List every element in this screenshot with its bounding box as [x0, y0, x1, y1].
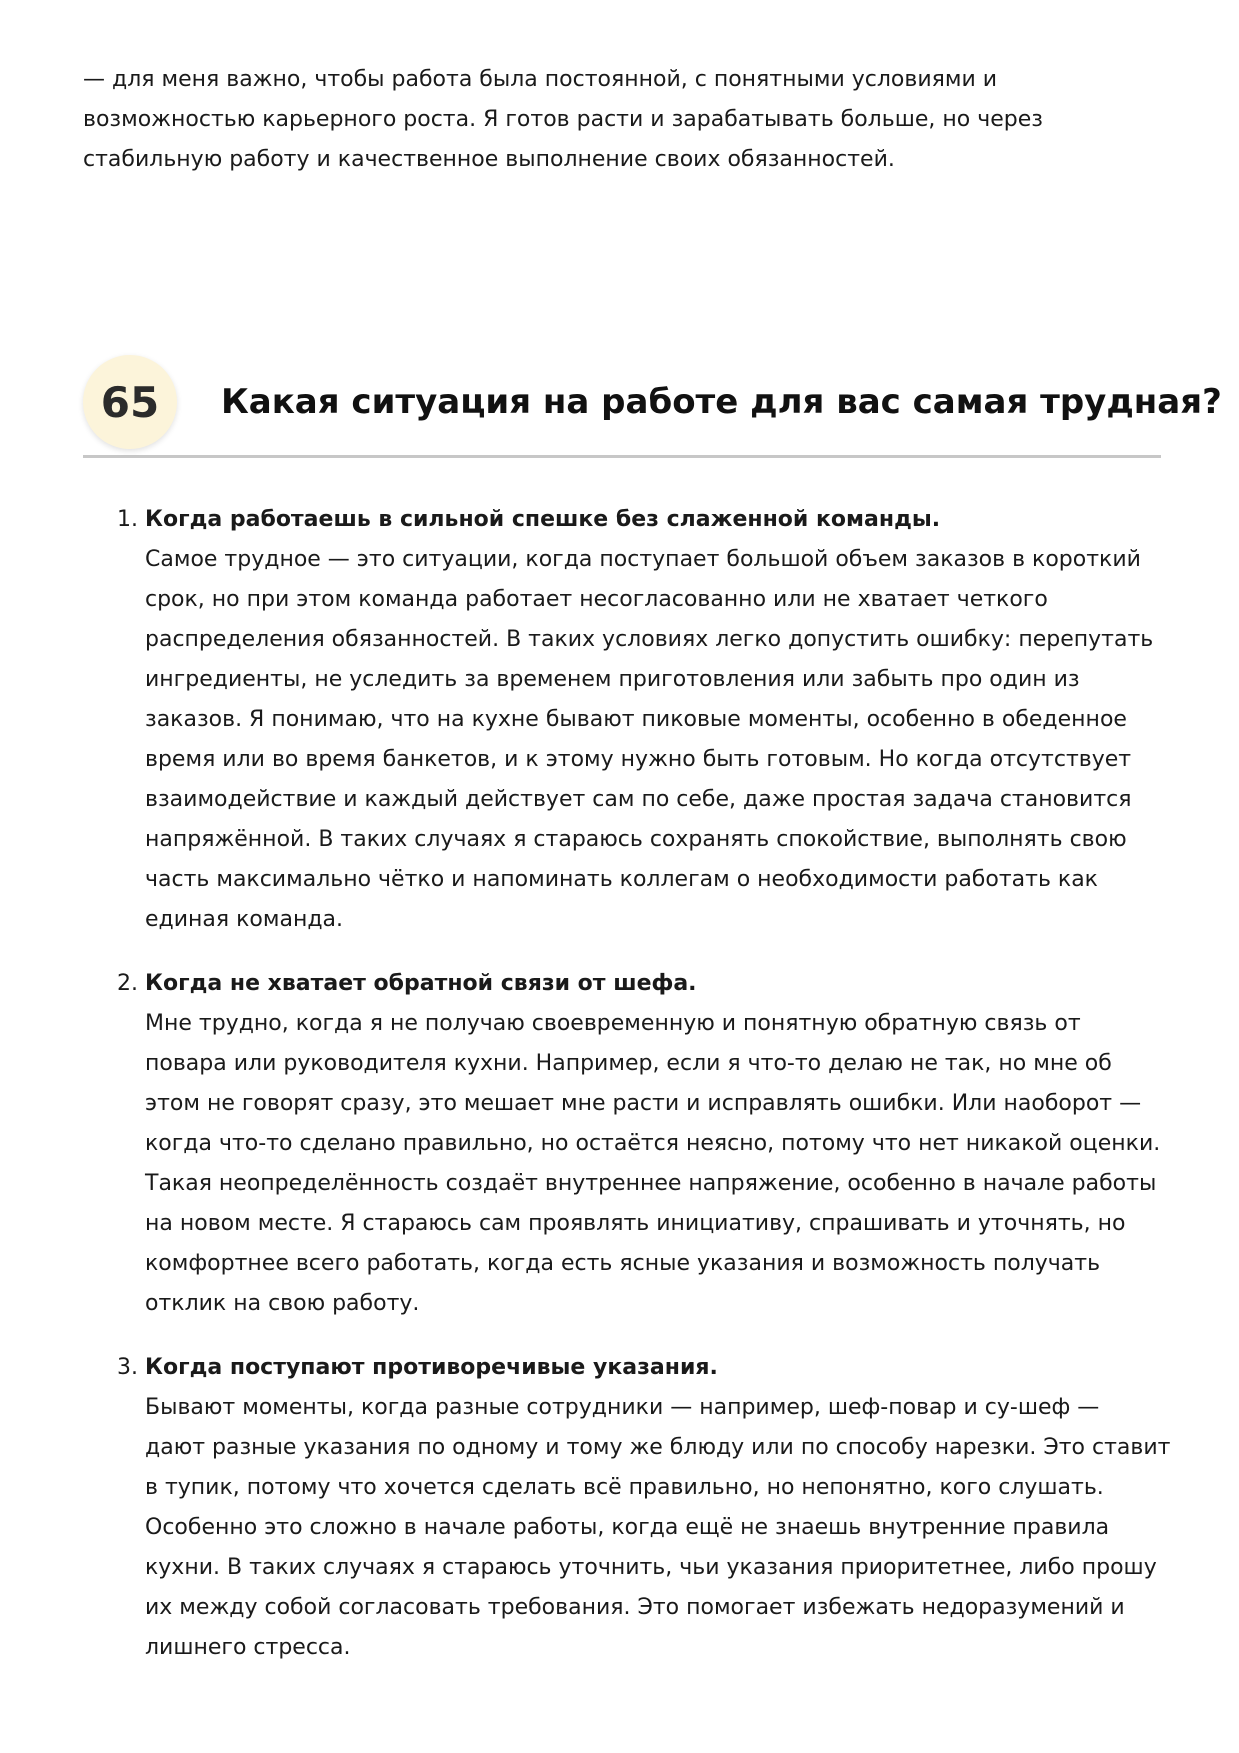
answer-line: лишнего стресса.	[145, 1635, 351, 1660]
answer-line: на новом месте. Я стараюсь сам проявлять инициативу, спрашивать и уточнять, но	[145, 1211, 1126, 1236]
answer-line: часть максимально чётко и напоминать коллегам о необходимости работать как	[145, 867, 1098, 892]
answer-line: Такая неопределённость создаёт внутреннее напряжение, особенно в начале работы	[145, 1171, 1157, 1196]
answer-title: Когда не хватает обратной связи от шефа.	[145, 971, 697, 996]
answer-title: Когда работаешь в сильной спешке без слаженной команды.	[145, 507, 941, 532]
question-header	[83, 355, 1222, 458]
question-title: Какая ситуация на работе для вас самая трудная?	[221, 382, 1222, 422]
answer-line: отклик на свою работу.	[145, 1291, 420, 1316]
answer-line: взаимодействие и каждый действует сам по себе, даже простая задача становится	[145, 787, 1132, 812]
answer-line: Мне трудно, когда я не получаю своевременную и понятную обратную связь от	[145, 1011, 1081, 1036]
answer-number: 1.	[117, 507, 138, 532]
answer-line: единая команда.	[145, 907, 344, 932]
answer-line: их между собой согласовать требования. Это помогает избежать недоразумений и	[145, 1595, 1125, 1620]
answer-number: 2.	[117, 971, 138, 996]
answer-line: Бывают моменты, когда разные сотрудники — например, шеф-повар и су-шеф —	[145, 1395, 1100, 1420]
answer-item-2	[83, 964, 1173, 1324]
answer-line: напряжённой. В таких случаях я стараюсь сохранять спокойствие, выполнять свою	[145, 827, 1127, 852]
answer-line: распределения обязанностей. В таких условиях легко допустить ошибку: перепутать	[145, 627, 1154, 652]
answer-body	[145, 1388, 1173, 1668]
answer-body	[145, 1004, 1173, 1324]
answer-line: срок, но при этом команда работает несогласованно или не хватает четкого	[145, 587, 1048, 612]
question-number-badge: 65	[83, 355, 177, 449]
answer-item-1	[83, 500, 1173, 940]
answer-line: дают разные указания по одному и тому же блюду или по способу нарезки. Это ставит	[145, 1435, 1171, 1460]
intro-paragraph	[83, 60, 1163, 180]
answer-line: повара или руководителя кухни. Например, если я что-то делаю не так, но мне об	[145, 1051, 1112, 1076]
answer-list	[83, 500, 1173, 1692]
answer-item-3	[83, 1348, 1173, 1668]
answer-line: в тупик, потому что хочется сделать всё правильно, но непонятно, кого слушать.	[145, 1475, 1104, 1500]
answer-line: когда что-то сделано правильно, но остаётся неясно, потому что нет никакой оценки.	[145, 1131, 1161, 1156]
answer-body	[145, 540, 1173, 940]
intro-line: — для меня важно, чтобы работа была постоянной, с понятными условиями и	[83, 67, 998, 92]
answer-line: Особенно это сложно в начале работы, когда ещё не знаешь внутренние правила	[145, 1515, 1110, 1540]
answer-number: 3.	[117, 1355, 138, 1380]
answer-line: этом не говорят сразу, это мешает мне расти и исправлять ошибки. Или наоборот —	[145, 1091, 1142, 1116]
answer-line: Самое трудное — это ситуации, когда поступает большой объем заказов в короткий	[145, 547, 1141, 572]
answer-line: время или во время банкетов, и к этому нужно быть готовым. Но когда отсутствует	[145, 747, 1132, 772]
answer-title: Когда поступают противоречивые указания.	[145, 1355, 718, 1380]
answer-line: ингредиенты, не уследить за временем приготовления или забыть про один из	[145, 667, 1080, 692]
answer-line: заказов. Я понимаю, что на кухне бывают пиковые моменты, особенно в обеденное	[145, 707, 1127, 732]
answer-line: кухни. В таких случаях я стараюсь уточнить, чьи указания приоритетнее, либо прошу	[145, 1555, 1157, 1580]
intro-line: возможностью карьерного роста. Я готов расти и зарабатывать больше, но через	[83, 107, 1043, 132]
answer-line: комфортнее всего работать, когда есть ясные указания и возможность получать	[145, 1251, 1101, 1276]
intro-line: стабильную работу и качественное выполнение своих обязанностей.	[83, 147, 895, 172]
